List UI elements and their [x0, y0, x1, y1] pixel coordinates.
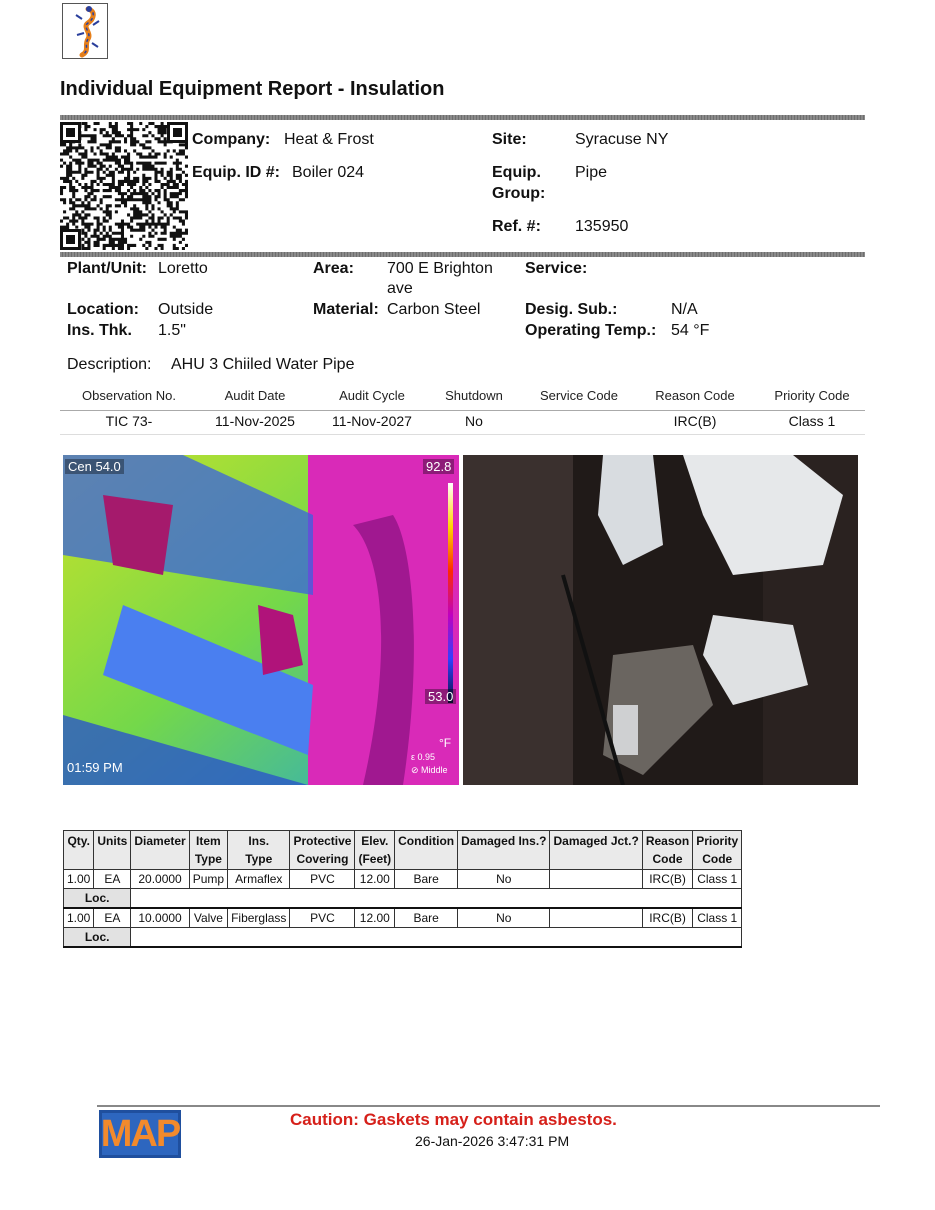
- cell-elev: 12.00: [355, 908, 395, 928]
- equip-group-value: Pipe: [575, 164, 608, 181]
- equip-group-label-line1: Equip.: [492, 164, 541, 181]
- ref-label: Ref. #:: [492, 218, 541, 235]
- obs-value-priority-code: Class 1: [788, 413, 836, 429]
- loc-label: Loc.: [64, 928, 131, 948]
- items-header-qty: Qty.: [64, 831, 94, 870]
- loc-label: Loc.: [64, 889, 131, 909]
- description-value: AHU 3 Chiiled Water Pipe: [171, 356, 355, 373]
- cell-protective-covering: PVC: [290, 908, 355, 928]
- thermal-unit: °F: [439, 736, 452, 750]
- location-value: Outside: [158, 301, 214, 318]
- obs-value-audit-cycle: 11-Nov-2027: [332, 413, 412, 429]
- cell-damaged-ins: No: [458, 908, 550, 928]
- equip-group-label-line2: Group:: [492, 185, 546, 202]
- desig-sub-value: N/A: [671, 301, 698, 318]
- items-header-protective-covering: Protective Covering: [290, 831, 355, 870]
- obs-value-shutdown: No: [465, 413, 483, 429]
- footer-rule: [97, 1105, 880, 1107]
- caution-text: Caution: Gaskets may contain asbestos.: [290, 1110, 617, 1129]
- material-label: Material:: [313, 301, 379, 318]
- description-label: Description:: [67, 356, 152, 373]
- items-header-priority-code: Priority Code: [693, 831, 742, 870]
- obs-header-shutdown: Shutdown: [445, 388, 503, 403]
- table-row: [64, 908, 742, 928]
- ref-value: 135950: [575, 218, 629, 235]
- table-row: [64, 870, 742, 889]
- service-label: Service:: [525, 260, 588, 277]
- cell-priority-code: Class 1: [693, 908, 742, 928]
- cell-ins-type: Armaflex: [228, 870, 290, 889]
- plant-unit-value: Loretto: [158, 260, 208, 277]
- operating-temp-value: 54 °F: [671, 322, 710, 339]
- obs-header-audit-cycle: Audit Cycle: [339, 388, 405, 403]
- location-label: Location:: [67, 301, 139, 318]
- cell-priority-code: Class 1: [693, 870, 742, 889]
- map-logo-text: MAP: [100, 1113, 180, 1155]
- qr-code: [60, 122, 188, 250]
- thermal-emissivity: ε 0.95: [411, 752, 436, 762]
- material-value: Carbon Steel: [387, 301, 481, 318]
- items-header-units: Units: [94, 831, 131, 870]
- thermal-center-readout: Cen 54.0: [65, 459, 124, 474]
- obs-header-observation-no: Observation No.: [82, 388, 176, 403]
- map-logo: [99, 1110, 181, 1158]
- items-header-row: [64, 831, 742, 870]
- cell-item-type: Valve: [189, 908, 227, 928]
- print-datetime: 26-Jan-2026 3:47:31 PM: [415, 1133, 570, 1149]
- area-label: Area:: [313, 260, 354, 277]
- thermal-min-readout: 53.0: [425, 689, 456, 704]
- cell-item-type: Pump: [189, 870, 227, 889]
- thermal-mode: ⊘ Middle: [411, 765, 448, 775]
- cell-diameter: 10.0000: [131, 908, 189, 928]
- items-header-condition: Condition: [395, 831, 458, 870]
- thermal-time: 01:59 PM: [67, 760, 123, 775]
- area-value-line1: 700 E Brighton: [387, 260, 493, 277]
- site-label: Site:: [492, 131, 527, 148]
- loc-value: [131, 889, 742, 909]
- cell-condition: Bare: [395, 908, 458, 928]
- area-value-line2: ave: [387, 280, 413, 297]
- company-label: Company:: [192, 131, 271, 148]
- cell-reason-code: IRC(B): [642, 870, 692, 889]
- items-header-diameter: Diameter: [131, 831, 189, 870]
- plant-unit-label: Plant/Unit:: [67, 260, 147, 277]
- items-table: [63, 830, 742, 948]
- ins-thk-value: 1.5": [158, 322, 186, 339]
- cell-qty: 1.00: [64, 870, 94, 889]
- cell-ins-type: Fiberglass: [228, 908, 290, 928]
- header-rule-bottom: [60, 252, 865, 257]
- report-title: Individual Equipment Report - Insulation: [60, 78, 445, 100]
- equip-id-value: Boiler 024: [292, 164, 365, 181]
- cell-protective-covering: PVC: [290, 870, 355, 889]
- table-loc-row: [64, 889, 742, 909]
- observation-header-row: [60, 386, 865, 411]
- obs-header-service-code: Service Code: [539, 388, 619, 403]
- equip-id-label: Equip. ID #:: [192, 164, 280, 181]
- items-header-reason-code: Reason Code: [642, 831, 692, 870]
- company-value: Heat & Frost: [284, 131, 374, 148]
- items-header-item-type: Item Type: [189, 831, 227, 870]
- company-logo: [62, 3, 108, 59]
- obs-header-priority-code: Priority Code: [774, 388, 850, 403]
- cell-condition: Bare: [395, 870, 458, 889]
- thermal-max-readout: 92.8: [423, 459, 454, 474]
- cell-damaged-jct: [550, 870, 642, 889]
- operating-temp-label: Operating Temp.:: [525, 322, 657, 339]
- items-header-damaged-ins: Damaged Ins.?: [458, 831, 550, 870]
- cell-elev: 12.00: [355, 870, 395, 889]
- obs-header-reason-code: Reason Code: [655, 388, 735, 403]
- cell-damaged-jct: [550, 908, 642, 928]
- items-header-ins-type: Ins. Type: [228, 831, 290, 870]
- header-rule-top: [60, 115, 865, 120]
- cell-units: EA: [94, 870, 131, 889]
- obs-value-observation-no: TIC 73-: [105, 413, 153, 429]
- loc-value: [131, 928, 742, 948]
- site-value: Syracuse NY: [575, 131, 669, 148]
- visual-photo: [463, 455, 858, 785]
- cell-diameter: 20.0000: [131, 870, 189, 889]
- obs-value-audit-date: 11-Nov-2025: [215, 413, 295, 429]
- table-loc-row: [64, 928, 742, 948]
- desig-sub-label: Desig. Sub.:: [525, 301, 618, 318]
- items-header-elev: Elev. (Feet): [355, 831, 395, 870]
- ins-thk-label: Ins. Thk.: [67, 322, 132, 339]
- cell-qty: 1.00: [64, 908, 94, 928]
- cell-units: EA: [94, 908, 131, 928]
- cell-reason-code: IRC(B): [642, 908, 692, 928]
- observation-value-row: [60, 412, 865, 435]
- obs-value-reason-code: IRC(B): [673, 413, 717, 429]
- cell-damaged-ins: No: [458, 870, 550, 889]
- obs-header-audit-date: Audit Date: [224, 388, 286, 403]
- thermal-image: [63, 455, 459, 785]
- items-header-damaged-jct: Damaged Jct.?: [550, 831, 642, 870]
